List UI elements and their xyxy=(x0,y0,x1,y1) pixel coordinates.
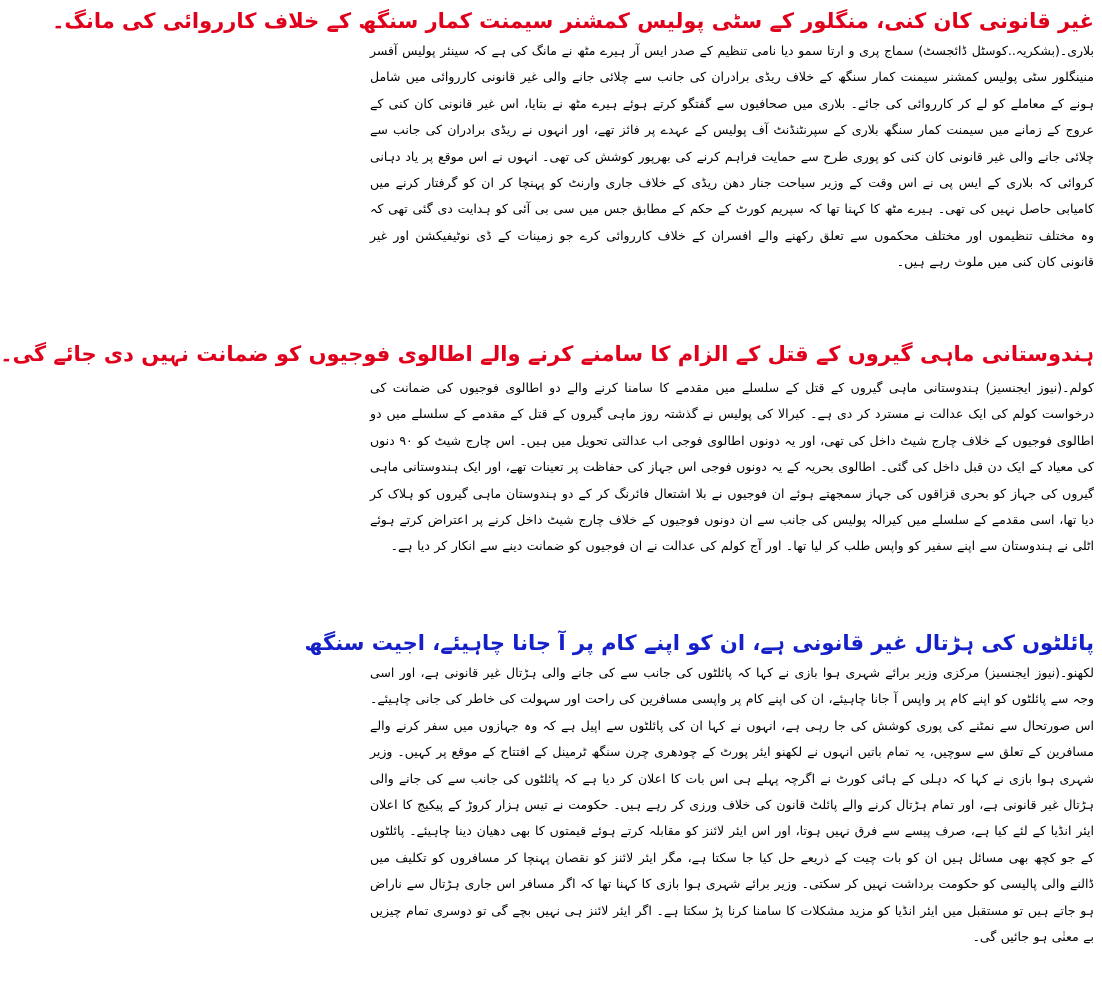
article-3-body: لکھنو۔(نیوز ایجنسیز) مرکزی وزیر برائے شہری ہوا بازی نے کہا کہ پائلٹوں کی جانب سے کی جانے والی ہڑتال غیر قانونی ہے، اور اسی وجہ سے پائلٹوں کو اپنے کام پر واپس آ جانا چاہیئے، ان کی اپنے کام پر واپسی مسافرین کی راحت اور سہولت کی خاطر کی جانی چاہیئے۔ اس صورتحال سے نمٹنے کی پوری کوشش کی جا رہی ہے، انہوں نے کہا ان کی پائلٹوں سے اپیل ہے کہ وہ جہازوں میں سفر کرنے والے مسافرین کے تعلق سے سوچیں، یہ تمام باتیں انہوں نے لکھنو ایئر پورٹ کے چودھری چرن سنگھ ٹرمینل کے افتتاح کے موقع پر کہیں۔ وزیر شہری ہوا بازی نے کہا کہ دہلی کے ہائی کورٹ نے اگرچہ پہلے ہی اس بات کا اعلان کر دیا ہے کہ پائلٹوں کی جانب سے کی جانے والی ہڑتال غیر قانونی ہے، اور تمام ہڑتال کرنے والے پائلٹ قانون کی خلاف ورزی کر رہے ہیں۔ حکومت نے تیس ہزار کروڑ کے پیکیج کا اعلان ایئر انڈیا کے لئے کیا ہے، صرف پیسے سے فرق نہیں ہوتا، اور اس ایئر لائنز کو مقابلہ کرتے ہوئے قیمتوں کا بھی دھیان دینا چاہیئے۔ پائلٹوں کے جو کچھ بھی مسائل ہیں ان کو بات چیت کے ذریعے حل کیا جا سکتا ہے، مگر ایئر لائنز کو نقصان پہنچا کر مسافروں کو تکلیف میں ڈالنے والی پالیسی کو حکومت برداشت نہیں کر سکتی۔ وزیر برائے شہری ہوا بازی کا کہنا تھا کہ اگر مسافر اس جاری ہڑتال سے ناراض ہو جاتے ہیں تو مستقبل میں ایئر انڈیا کو مزید مشکلات کا سامنا کرنا پڑ سکتا ہے۔ اگر ایئر لائنز ہی نہیں بچے گی تو دوسری تمام چیزیں بے معنٰی ہو جائیں گی۔ xyxy=(370,665,1094,945)
article-2-headline: ہندوستانی ماہی گیروں کے قتل کے الزام کا سامنے کرنے والے اطالوی فوجیوں کو ضمانت نہیں دی جائے گی۔ xyxy=(0,342,1094,366)
article-3-headline: پائلٹوں کی ہڑتال غیر قانونی ہے، ان کو اپنے کام پر آ جانا چاہیئے، اجیت سنگھ xyxy=(304,631,1094,655)
article-2-body: کولم۔(نیوز ایجنسیز) ہندوستانی ماہی گیروں کے قتل کے سلسلے میں مقدمے کا سامنا کرنے والے دو اطالوی فوجیوں کی ضمانت کی درخواست کولم کی ایک عدالت نے مسترد کر دی ہے۔ کیرالا کی پولیس نے گذشتہ روز ماہی گیروں کے قتل کے مقدمے کے سلسلے میں دو اطالوی فوجیوں کے خلاف چارج شیٹ داخل کی تھی، اور یہ دونوں اطالوی فوجی اب عدالتی تحویل میں ہیں۔ اس چارج شیٹ کو ۹۰ دنوں کی معیاد کے ایک دن قبل داخل کی گئی۔ اطالوی بحریہ کے یہ دونوں فوجی اس جہاز کی حفاظت پر تعینات تھے، اور ایک ہندوستانی ماہی گیروں کی جہاز کو بحری قزاقوں کی جہاز سمجھتے ہوئے ان فوجیوں نے بلا اشتعال فائرنگ کر کے دو ہندوستان ماہی گیروں کو ہلاک کر دیا تھا، اسی مقدمے کے سلسلے میں کیرالہ پولیس کی جانب سے ان دونوں فوجیوں کے خلاف چارج شیٹ داخل کرنے پر اعتراض کرتے ہوئے اٹلی نے ہندوستان سے اپنے سفیر کو واپس طلب کر لیا تھا۔ اور آج کولم کی عدالت نے ان فوجیوں کو ضمانت دینے سے انکار کر دیا ہے۔ xyxy=(370,380,1094,554)
article-1-body: بلاری۔(بشکریہ..کوسٹل ڈائجسٹ) سماج پری و ارتا سمو دیا نامی تنظیم کے صدر ایس آر ہیرے مٹھ نے مانگ کی ہے کہ سینئر پولیس آفسر منینگلور سٹی پولیس کمشنر سیمنت کمار سنگھ کے خلاف ریڈی برادران کی جانب سے چلائی جانے والی غیر قانونی کارروائی میں شامل ہونے کے معاملے کو لے کر کارروائی کی جائے۔ بلاری میں صحافیوں سے گفتگو کرتے ہوئے ہیرے مٹھ نے بتایا، اس غیر قانونی کان کنی کے عروج کے زمانے میں سیمنت کمار سنگھ بلاری کے سپرنٹنڈنٹ آف پولیس کے عہدے پر فائز تھے، اور انہوں نے ریڈی برادران کی جانب سے چلائی جانے والی غیر قانونی کان کنی کو پوری طرح سے حمایت فراہم کرنے کی بھرپور کوشش کی تھی۔ انہوں نے اس موقع پر یاد دہانی کروائی کہ بلاری کے ایس پی نے اس وقت کے وزیر سیاحت جنار دھن ریڈی کے خلاف جاری وارنٹ کو پہنچا کر ان کو گرفتار کرنے میں کامیابی حاصل نہیں کی تھی۔ ہیرے مٹھ کا کہنا تھا کہ سپریم کورٹ کے حکم کے مطابق جس میں سی بی آئی کو ہدایت دی گئی تھی کہ وہ مختلف تنظیموں اور مختلف محکموں سے تعلق رکھنے والے افسران کے خلاف کارروائی کرے جو زمینات کے ڈی نوٹیفیکشن اور غیر قانونی کان کنی میں ملوث رہے ہیں۔ xyxy=(370,43,1094,270)
article-1-headline: غیر قانونی کان کنی، منگلور کے سٹی پولیس کمشنر سیمنت کمار سنگھ کے خلاف کارروائی کی مانگ۔ xyxy=(52,9,1094,33)
